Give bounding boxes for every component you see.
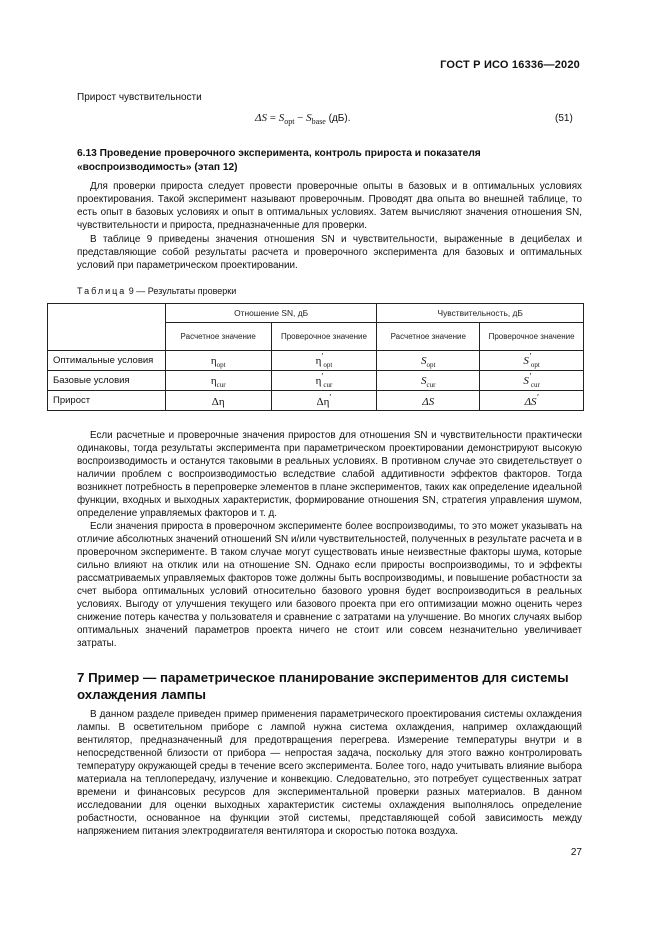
table-cell: $\eta_{opt}$: [165, 351, 271, 371]
table-cell: ΔS: [377, 391, 480, 411]
section-6-13-paragraph-1: Для проверки прироста следует провести проверочные опыты в базовых и в оптимальных условиях проектирования. Такой эксперимент называют проверочным. Проводят два опыта во внешней таблице, то есть опыт в базовых условиях и опыт в оптимальных условиях. Затем вычисляют значения отношения SN, чувствительности и прироста, предназначенные для проверки.: [77, 181, 582, 231]
table-row-optimal: [48, 351, 584, 371]
formula-unit: (дБ).: [325, 113, 351, 124]
formula-s1-sub: opt: [284, 117, 295, 127]
table-cell: Δη: [165, 391, 271, 411]
table-cell: $S'_{cur}$: [480, 371, 584, 391]
section-7-heading: [77, 669, 587, 703]
formula-s2-sub: base: [311, 117, 326, 127]
formula-s2: S: [306, 112, 312, 124]
table-cell: $\eta_{cur}$: [165, 371, 271, 391]
sens-check-header: Проверочное значение: [480, 323, 584, 351]
table-corner-cell: [48, 304, 166, 351]
formula-eq: =: [266, 112, 279, 124]
table-cell: $\eta'_{cur}$: [271, 371, 377, 391]
sens-calc-header: Расчетное значение: [377, 323, 480, 351]
section-6-13-heading-line1: 6.13 Проведение проверочного эксперимента, контроль прироста и показателя: [77, 148, 481, 159]
section-6-13-heading: [77, 147, 582, 174]
standard-header: ГОСТ Р ИСО 16336—2020: [440, 59, 580, 71]
equation-number: (51): [555, 113, 573, 124]
table-cell: ΔS′: [480, 391, 584, 411]
sn-check-header: Проверочное значение: [271, 323, 377, 351]
formula-51: [255, 112, 350, 126]
post-table-paragraph-2: Если значения прироста в проверочном эксперименте более воспроизводимы, то это может указывать на отличие абсолютных значений отношений SN и/или чувствительностей, полученных в результате расчета и в проверочном эксперименте. В таком случае могут существовать иные неизвестные факторы шума, которые сильно влияют на отклик или на отношение SN. Однако если приросты воспроизводимы, то и эффекты рассматриваемых управляемых факторов тоже должны быть воспроизводимы, и повышение робастности за счет выбора оптимальных условий относительно базового уровня будет воспроизводиться в реальных условиях. Выгоду от улучшения текущего или базового проекта при его оптимизации можно оценить через снижение потерь качества у пользователя и сравнение с затратами на улучшение. Во многих случаях выбор оптимальных значений параметров проекта ничего не стоит или совсем незначительно увеличивает затраты.: [77, 521, 582, 649]
sn-ratio-group-header: Отношение SN, дБ: [165, 304, 377, 323]
post-table-paragraph-1: Если расчетные и проверочные значения приростов для отношения SN и чувствительности практически одинаковы, тогда результаты эксперимента при параметрическом проектировании демонстрируют высокую воспроизводимость и останутся таковыми в реальных условиях. В противном случае это свидетельствует о наличии проблем с воспроизводимостью вследствие слабой аддитивности эффектов факторов. Тогда возникнет потребность в перепроверке элементов в плане экспериментов, таких как определение идеальной функции, входных и выходных характеристик, формирование отношения SN, стратегия управления шумом, определение управляемых факторов и т. д.: [77, 430, 582, 519]
table-9-caption-rest: 9 — Результаты проверки: [126, 286, 237, 296]
section-7-heading-line1: 7 Пример — параметрическое планирование экспериментов для системы: [77, 670, 569, 685]
table-cell: $\eta'_{opt}$: [271, 351, 377, 371]
table-cell: $S_{opt}$: [377, 351, 480, 371]
table-9-caption: [77, 286, 236, 296]
table-9-caption-word: Таблица: [77, 286, 127, 296]
results-table: [47, 303, 584, 411]
table-cell: $S_{cur}$: [377, 371, 480, 391]
section-7-heading-line2: охлаждения лампы: [77, 687, 207, 702]
page-number: 27: [570, 847, 582, 858]
table-row-base: [48, 371, 584, 391]
table-row-gain: [48, 391, 584, 411]
table-cell: $S'_{opt}$: [480, 351, 584, 371]
section-6-13-heading-line2: «воспроизводимость» (этап 12): [77, 161, 238, 173]
table-cell: Δη′: [271, 391, 377, 411]
formula-minus: −: [294, 112, 307, 124]
formula-lhs: ΔS: [255, 112, 267, 124]
section-7-paragraph-1: В данном разделе приведен пример применения параметрического проектирования системы охлаждения лампы. В осветительном приборе с лампой нужна система охлаждения, например охлаждающий вентилятор, предназначенный для предотвращения перегрева. Измерение температуры внутри и в непосредственной близости от прибора — непростая задача, поскольку для этого важно контролировать температуру окружающей среды в течение всего эксперимента. Более того, надо учитывать влияние выбора материала на теплопередачу, излучение и конвекцию. Следовательно, это потребует существенных затрат времени и финансовых ресурсов для экспериментальной проверки разных материалов. В данном исследовании для оценки выходных характеристик системы охлаждения выполнялось определение робастности, основанное на функции этой системы, представляющей собой зависимость между напряжением питания электродвигателя вентилятора и скоростью потока воздуха.: [77, 709, 582, 837]
row-label: Базовые условия: [48, 371, 166, 391]
section-6-13-paragraph-2: В таблице 9 приведены значения отношения SN и чувствительности, выраженные в децибелах и представляющие собой результаты расчета и проверочного эксперимента для базовых и оптимальных условий при параметрическом проектировании.: [77, 234, 582, 271]
sensitivity-group-header: Чувствительность, дБ: [377, 304, 584, 323]
row-label: Прирост: [48, 391, 166, 411]
formula-s1: S: [278, 112, 285, 124]
sn-calc-header: Расчетное значение: [165, 323, 271, 351]
row-label: Оптимальные условия: [48, 351, 166, 371]
gain-label: Прирост чувствительности: [77, 92, 202, 103]
